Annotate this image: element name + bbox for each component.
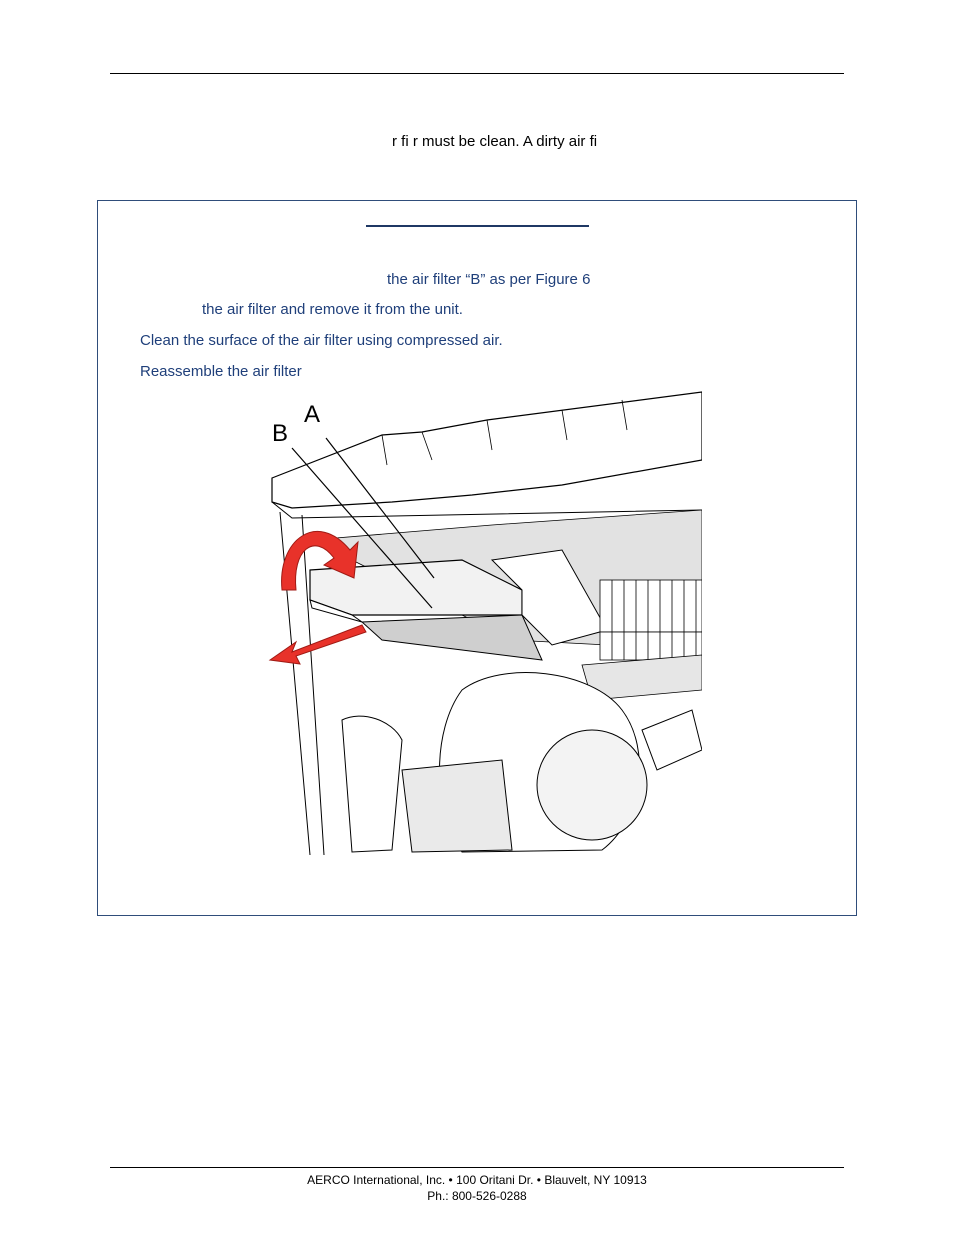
intro-text: r fi r must be clean. A dirty air fi <box>392 133 598 150</box>
step-1: the air filter “B” as per Figure 6 <box>387 271 591 288</box>
figure-label-a: A <box>304 401 321 428</box>
footer-phone: Ph.: 800-526-0288 <box>427 1189 527 1203</box>
figure-label-b: B <box>272 420 289 447</box>
footer-rule <box>110 1167 844 1168</box>
step-2: the air filter and remove it from the unit. <box>202 301 463 318</box>
air-filter-illustration <box>262 390 702 856</box>
procedure-heading-underline <box>366 225 589 227</box>
step-4: Reassemble the air filter <box>140 363 302 380</box>
header-rule <box>110 73 844 74</box>
step-3: Clean the surface of the air filter using compressed air. <box>140 332 503 349</box>
footer-address: AERCO International, Inc. • 100 Oritani Dr. • Blauvelt, NY 10913 <box>307 1173 647 1187</box>
